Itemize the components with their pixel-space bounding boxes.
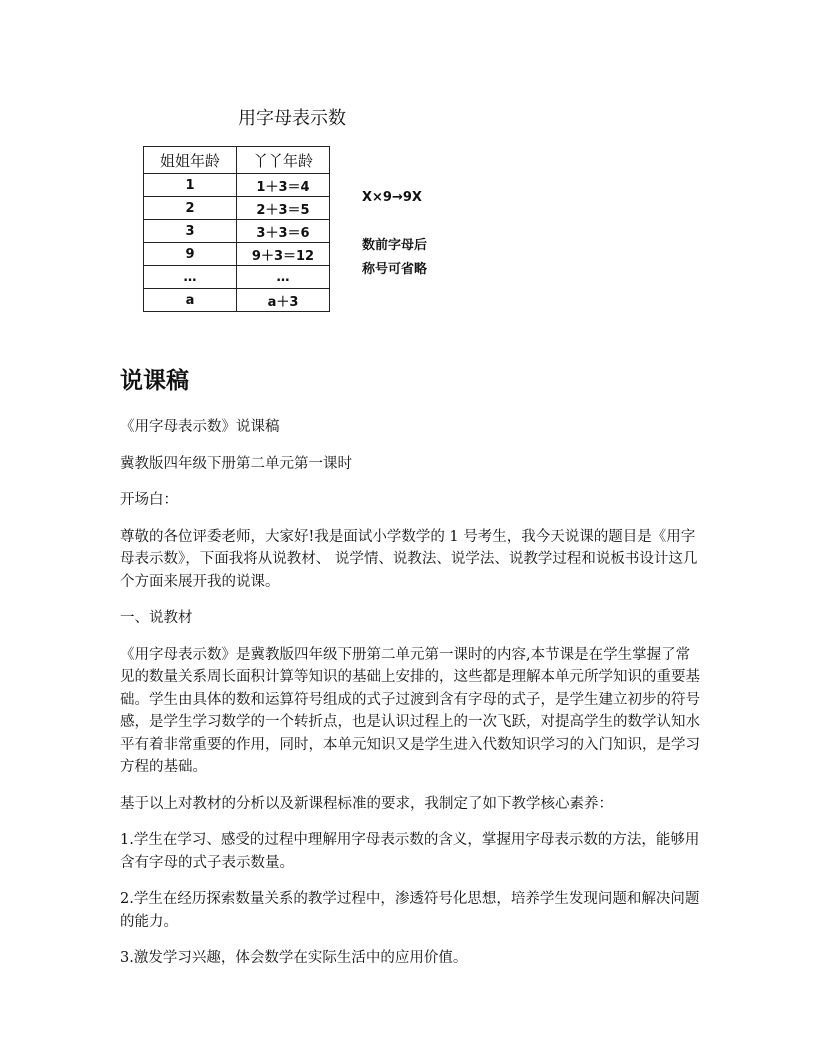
core-literacy-intro: 基于以上对教材的分析以及新课程标准的要求，我制定了如下教学核心素养： [120,795,613,812]
age-table [143,146,330,312]
table-cell: a [144,289,237,312]
table-cell: 3 [144,220,237,243]
column-header-yaya-age: 丫丫年龄 [237,147,330,174]
table-cell: 9 [144,243,237,266]
textbook-line: 冀教版四年级下册第二单元第一课时 [120,455,352,472]
goal-item-1: 1.学生在学习、感受的过程中理解用字母表示数的含义，掌握用字母表示数的方法，能够用含有字母的式子表示数量。 [120,832,700,871]
table-cell: 2 [144,197,237,220]
table-cell: a＋3 [237,289,330,312]
goal-item-2: 2.学生在经历探索数量关系的教学过程中，渗透符号化思想，培养学生发现问题和解决问题的能力。 [120,891,700,930]
document-body [120,416,702,984]
goal-item-3: 3.激发学习兴趣，体会数学在实际生活中的应用价值。 [120,950,468,966]
table-row [144,197,330,220]
table-row [144,289,330,312]
table-row [144,266,330,289]
board-note-formula: X×9→9X [362,190,422,205]
table-cell: … [144,266,237,289]
opening-label: 开场白： [120,492,178,508]
table-cell: 2＋3＝5 [237,197,330,220]
table-header-row [144,147,330,174]
doc-title-line: 《用字母表示数》说课稿 [120,419,280,435]
table-cell: … [237,266,330,289]
table-cell: 3＋3＝6 [237,220,330,243]
table-cell: 1＋3＝4 [237,174,330,197]
table-row [144,220,330,243]
table-row [144,243,330,266]
table-row [144,174,330,197]
opening-paragraph: 尊敬的各位评委老师，大家好!我是面试小学数学的 1 号考生，我今天说课的题目是《用字母表示数》，下面我将从说教材、 说学情、说教法、说学法、说教学过程和说板书设计这几个方面来展开我的说课。 [120,528,698,590]
textbook-analysis-paragraph: 《用字母表示数》是冀教版四年级下册第二单元第一课时的内容,本节课是在学生掌握了常见的数量关系周长面积计算等知识的基础上安排的，这些都是理解本单元所学知识的重要基础。学生由具体的数和运算符号组成的式子过渡到含有字母的式子，是学生建立初步的符号感，是学生学习数学的一个转折点，也是认识过程上的一次飞跃，对提高学生的数学认知水平有着非常重要的作用，同时，本单元知识又是学生进入代数知识学习的入门知识，是学习方程的基础。 [120,646,700,775]
board-note-rule-line1: 数前字母后 [362,238,428,253]
column-header-sister-age: 姐姐年龄 [144,147,237,174]
table-cell: 9＋3＝12 [237,243,330,266]
board-note-rule-line2: 称号可省略 [362,262,428,277]
section-heading: 一、说教材 [120,610,193,626]
board-title: 用字母表示数 [238,108,346,129]
table-cell: 1 [144,174,237,197]
document-heading: 说课稿 [120,368,189,394]
